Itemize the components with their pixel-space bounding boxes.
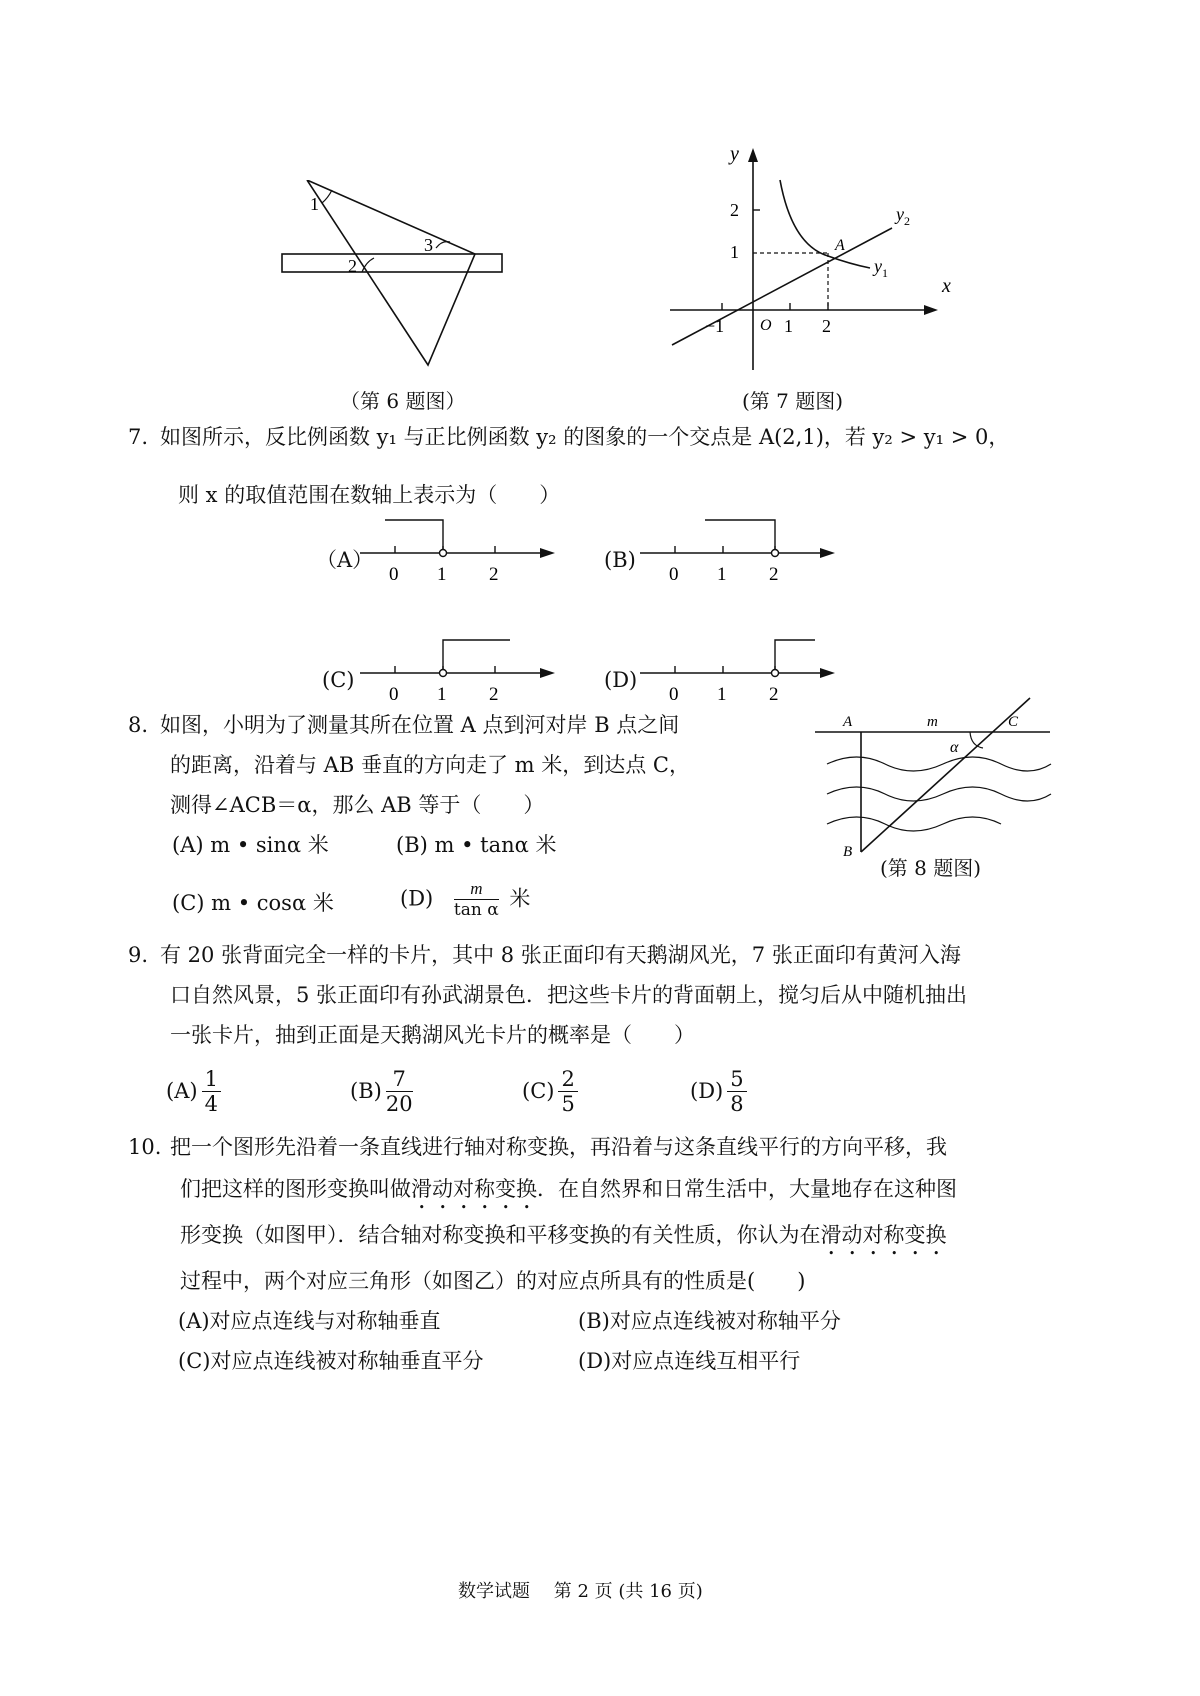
- figure-8: [815, 690, 1060, 860]
- fig6-label-2: 2: [348, 256, 357, 276]
- q9-option-b[interactable]: (B) $\frac{7}{20}$: [350, 1067, 413, 1117]
- q7-option-d-numberline[interactable]: [640, 632, 840, 702]
- fig8-label-alpha: α: [950, 739, 959, 756]
- fig7-tick-neg1: −1: [705, 316, 725, 336]
- q9-number: 9.: [128, 943, 149, 967]
- q8-number: 8.: [128, 713, 149, 737]
- fig7-label-y: y: [730, 143, 739, 165]
- q9-option-c[interactable]: (C) $\frac{2}{5}$: [522, 1068, 582, 1117]
- fig7-caption: (第 7 题图): [742, 389, 844, 413]
- q9-option-a[interactable]: (A) $\frac{1}{4}$: [166, 1068, 225, 1117]
- svg-text:0: 0: [389, 564, 399, 582]
- svg-text:1: 1: [717, 684, 727, 702]
- fig6-label-1: 1: [310, 194, 319, 214]
- fig7-ytick-1: 1: [730, 242, 739, 262]
- fig7-label-o: O: [760, 317, 772, 334]
- q10-emphasis-2: 滑动对称变换: [820, 1223, 947, 1247]
- q10-text-line3: 形变换（如图甲）．结合轴对称变换和平移变换的有关性质，你认为在滑动对称变换: [180, 1223, 947, 1247]
- q8-text-line1: 如图，小明为了测量其所在位置 A 点到河对岸 B 点之间: [160, 713, 680, 737]
- fig8-wave-3: [827, 817, 1001, 831]
- q7-option-b-label[interactable]: (B): [604, 548, 636, 572]
- q8-option-d-unit: 米: [509, 886, 531, 911]
- q8-option-c[interactable]: (C) m • cosα 米: [172, 891, 334, 915]
- q10-option-d[interactable]: (D)对应点连线互相平行: [578, 1349, 801, 1373]
- fig7-curve-y1: [780, 180, 870, 268]
- page-footer: 数学试题 第 2 页 (共 16 页): [458, 1581, 703, 1602]
- fig8-caption: (第 8 题图): [880, 856, 982, 880]
- q7-option-c-numberline[interactable]: [360, 632, 560, 702]
- fig6-caption: （第 6 题图）: [340, 389, 466, 413]
- q8-option-d-fraction: $\frac{m}{\text{tan α}}$: [453, 879, 499, 920]
- fig8-label-b: B: [843, 844, 853, 860]
- q8-option-d[interactable]: [400, 880, 530, 920]
- fig7-x-arrow: [924, 305, 938, 315]
- q8-option-d-label: (D): [400, 886, 434, 911]
- q10-option-b[interactable]: (B)对应点连线被对称轴平分: [578, 1309, 841, 1333]
- fig7-label-y2: $y_2$: [896, 204, 910, 228]
- q10-option-c[interactable]: (C)对应点连线被对称轴垂直平分: [178, 1349, 484, 1373]
- fig8-bc: [861, 698, 1030, 852]
- svg-text:0: 0: [669, 564, 679, 582]
- svg-text:0: 0: [669, 684, 679, 702]
- fig7-tick-1: 1: [784, 316, 793, 336]
- q10-number: 10.: [128, 1135, 162, 1159]
- q9-text-line2: 口自然风景，5 张正面印有孙武湖景色．把这些卡片的背面朝上，搅匀后从中随机抽出: [170, 983, 968, 1007]
- q10-text-line1: 把一个图形先沿着一条直线进行轴对称变换，再沿着与这条直线平行的方向平移，我: [170, 1135, 947, 1159]
- q9-text-line1: 有 20 张背面完全一样的卡片，其中 8 张正面印有天鹅湖风光，7 张正面印有黄河入海: [160, 943, 961, 967]
- q8-text-line3: 测得∠ACB＝α，那么 AB 等于（ ）: [170, 793, 545, 817]
- fig6-angle-arc-2: [362, 258, 374, 272]
- fig8-label-a: A: [843, 714, 853, 730]
- fig7-label-y1: $y_1$: [874, 256, 888, 280]
- q10-text-line4: 过程中，两个对应三角形（如图乙）的对应点所具有的性质是( ): [180, 1269, 806, 1293]
- fig6-label-3: 3: [424, 235, 433, 255]
- figure-6: [270, 180, 530, 380]
- q7-number: 7.: [128, 425, 149, 449]
- q9-option-d[interactable]: (D) $\frac{5}{8}$: [690, 1068, 751, 1117]
- q8-option-b[interactable]: (B) m • tanα 米: [396, 833, 557, 857]
- q10-emphasis-1: 滑动对称变换: [411, 1177, 537, 1201]
- q8-option-a[interactable]: (A) m • sinα 米: [172, 833, 329, 857]
- svg-text:0: 0: [389, 684, 399, 702]
- fig8-label-c: C: [1008, 714, 1019, 730]
- fig7-ytick-2: 2: [730, 200, 739, 220]
- figure-7: [660, 140, 960, 380]
- q8-text-line2: 的距离，沿着与 AB 垂直的方向走了 m 米，到达点 C，: [170, 753, 690, 777]
- svg-text:2: 2: [489, 564, 499, 582]
- q7-option-d-label[interactable]: (D): [604, 668, 638, 692]
- q7-option-c-label[interactable]: (C): [322, 668, 355, 692]
- q7-text-line1: 如图所示，反比例函数 y₁ 与正比例函数 y₂ 的图象的一个交点是 A(2,1)，若 y₂ > y₁ > 0，: [160, 425, 1010, 449]
- q7-option-a-numberline[interactable]: [360, 512, 560, 582]
- fig7-tick-2: 2: [822, 316, 831, 336]
- fig6-angle-arc-1: [322, 190, 332, 203]
- fig7-label-x: x: [942, 275, 951, 297]
- fig8-label-m: m: [927, 714, 938, 730]
- fig7-y-arrow: [748, 148, 758, 162]
- svg-text:2: 2: [769, 684, 779, 702]
- svg-text:1: 1: [437, 684, 447, 702]
- svg-text:1: 1: [437, 564, 447, 582]
- q9-text-line3: 一张卡片，抽到正面是天鹅湖风光卡片的概率是（ ）: [170, 1023, 695, 1047]
- svg-text:2: 2: [489, 684, 499, 702]
- svg-text:1: 1: [717, 564, 727, 582]
- q7-text-line2: 则 x 的取值范围在数轴上表示为（ ）: [178, 483, 561, 507]
- q7-option-b-numberline[interactable]: [640, 512, 840, 582]
- q10-text-line2: 们把这样的图形变换叫做滑动对称变换．在自然界和日常生活中，大量地存在这种图: [180, 1177, 957, 1201]
- fig8-angle-arc: [970, 732, 983, 748]
- q7-option-a-label[interactable]: （A）: [316, 548, 374, 572]
- svg-text:2: 2: [769, 564, 779, 582]
- fig7-label-a: A: [835, 237, 845, 254]
- q10-option-a[interactable]: (A)对应点连线与对称轴垂直: [178, 1309, 441, 1333]
